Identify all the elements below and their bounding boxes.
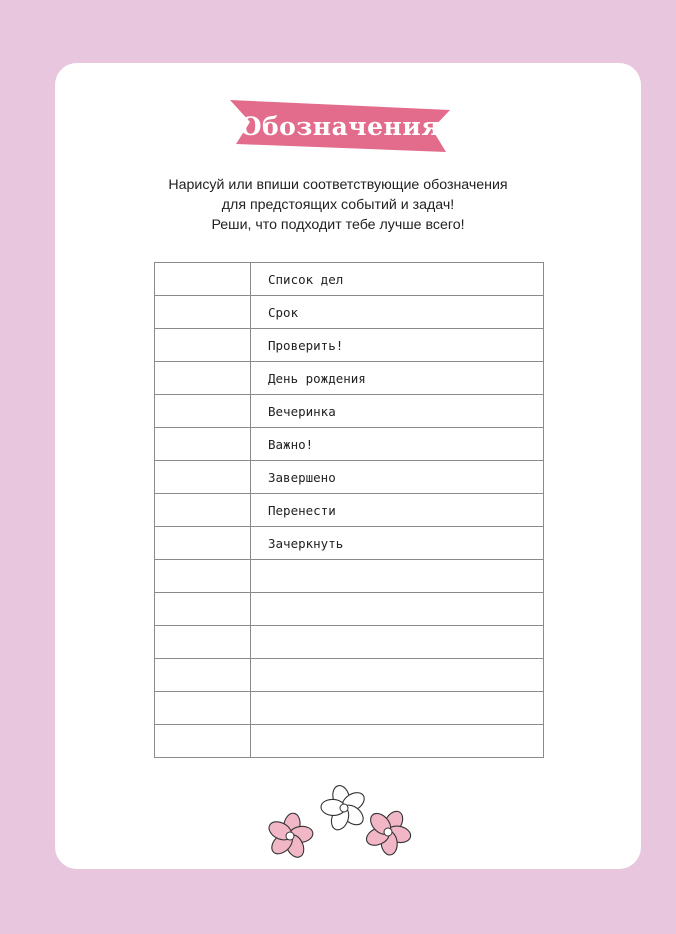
table-row — [155, 296, 544, 329]
table-row — [155, 428, 544, 461]
symbol-cell[interactable] — [155, 296, 251, 329]
label-cell[interactable] — [251, 725, 544, 758]
intro-line: для предстоящих событий и задач! — [221, 197, 455, 213]
table-row — [155, 560, 544, 593]
symbol-cell[interactable] — [155, 659, 251, 692]
table-row — [155, 725, 544, 758]
symbol-cell[interactable] — [155, 263, 251, 296]
label-cell[interactable]: Список дел — [251, 263, 544, 296]
label-cell[interactable] — [251, 560, 544, 593]
label-cell[interactable] — [251, 593, 544, 626]
label-cell[interactable]: Важно! — [251, 428, 544, 461]
symbol-cell[interactable] — [155, 527, 251, 560]
intro-line: Реши, что подходит тебе лучше всего! — [211, 217, 465, 233]
table-row — [155, 461, 544, 494]
symbol-cell[interactable] — [155, 593, 251, 626]
symbol-cell[interactable] — [155, 560, 251, 593]
symbol-cell[interactable] — [155, 329, 251, 362]
symbol-cell[interactable] — [155, 692, 251, 725]
label-cell[interactable]: Вечеринка — [251, 395, 544, 428]
symbol-cell[interactable] — [155, 626, 251, 659]
table-row — [155, 626, 544, 659]
symbol-cell[interactable] — [155, 494, 251, 527]
table-row — [155, 527, 544, 560]
intro-line: Нарисуй или впиши соответствующие обозначения — [168, 177, 508, 193]
label-cell[interactable]: Проверить! — [251, 329, 544, 362]
label-cell[interactable]: Срок — [251, 296, 544, 329]
table-row — [155, 659, 544, 692]
table-row — [155, 362, 544, 395]
legend-table — [154, 262, 544, 758]
intro-text — [120, 175, 556, 235]
label-cell[interactable] — [251, 659, 544, 692]
label-cell[interactable] — [251, 692, 544, 725]
label-cell[interactable]: День рождения — [251, 362, 544, 395]
label-cell[interactable]: Перенести — [251, 494, 544, 527]
table-row — [155, 692, 544, 725]
label-cell[interactable] — [251, 626, 544, 659]
symbol-cell[interactable] — [155, 428, 251, 461]
table-row — [155, 494, 544, 527]
table-row — [155, 395, 544, 428]
table-row — [155, 329, 544, 362]
label-cell[interactable]: Зачеркнуть — [251, 527, 544, 560]
flowers-illustration — [262, 780, 422, 860]
symbol-cell[interactable] — [155, 395, 251, 428]
label-cell[interactable]: Завершено — [251, 461, 544, 494]
table-row — [155, 593, 544, 626]
page-title: Обозначения — [239, 111, 441, 141]
title-banner — [228, 98, 452, 154]
symbol-cell[interactable] — [155, 725, 251, 758]
table-row — [155, 263, 544, 296]
symbol-cell[interactable] — [155, 461, 251, 494]
symbol-cell[interactable] — [155, 362, 251, 395]
